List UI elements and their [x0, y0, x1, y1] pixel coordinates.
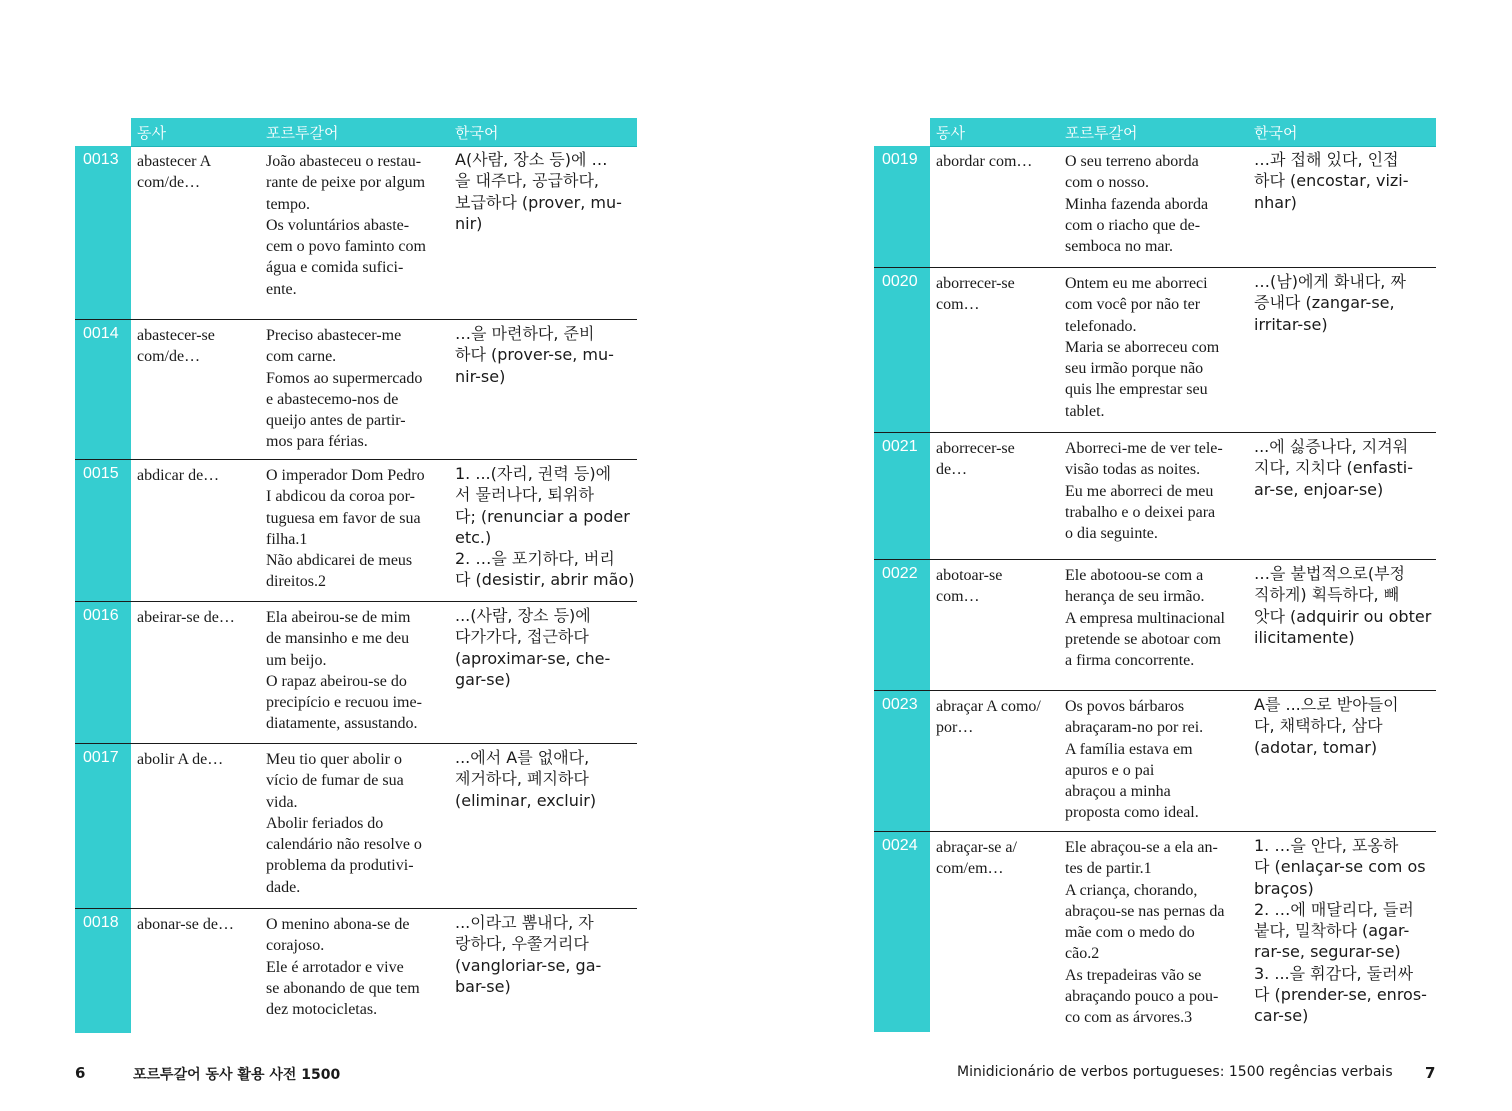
- portuguese-example-line: Ontem eu me aborreci: [1065, 275, 1208, 292]
- portuguese-example-line: corajoso.: [266, 937, 325, 955]
- portuguese-example-line: telefonado.: [1065, 317, 1137, 335]
- portuguese-example: [1065, 565, 1247, 671]
- verb-text-line: abotoar-se: [936, 567, 1003, 584]
- portuguese-example-line: com o riacho que de-: [1065, 216, 1201, 234]
- header-korean: 한국어: [1254, 124, 1298, 142]
- korean-meaning-line: (adotar, tomar): [1254, 737, 1378, 757]
- korean-meaning-line: ar-se, enjoar-se): [1254, 479, 1384, 499]
- entry-number: 0020: [882, 273, 918, 290]
- portuguese-example-line: pretende se abotoar com: [1065, 630, 1221, 648]
- entry-number: 0015: [83, 465, 119, 482]
- korean-meaning: [455, 463, 637, 591]
- portuguese-example-line: cão.2: [1065, 945, 1100, 963]
- korean-meaning-line: 앗다 (adquirir ou obter: [1254, 606, 1432, 626]
- portuguese-example: [266, 465, 448, 593]
- verb-text-line: com…: [936, 296, 980, 314]
- entry-number-cell: [75, 320, 131, 459]
- korean-meaning: [1254, 835, 1436, 1027]
- korean-meaning-line: ...(사람, 장소 등)에: [455, 606, 591, 625]
- verb-text: [137, 325, 259, 368]
- verb-text-line: aborrecer-se: [936, 275, 1015, 292]
- portuguese-example-line: água e comida sufici-: [266, 259, 404, 277]
- korean-meaning-line: ...에서 A를 없애다,: [455, 748, 590, 767]
- korean-meaning: [455, 912, 637, 997]
- korean-meaning: [455, 323, 637, 387]
- korean-meaning-line: 보급하다 (prover, mu-: [455, 192, 622, 212]
- entry-number: 0016: [83, 607, 119, 624]
- portuguese-example-line: abraçaram-no por rei.: [1065, 719, 1204, 737]
- portuguese-example-line: co com as árvores.3: [1065, 1009, 1193, 1027]
- verb-text-line: abraçar A como/: [936, 698, 1041, 715]
- portuguese-example-line: direitos.2: [266, 573, 326, 591]
- korean-meaning-line: …을 마련하다, 준비: [455, 324, 595, 343]
- korean-meaning-line: …을 불법적으로(부정: [1254, 564, 1405, 583]
- verb-text-line: por…: [936, 719, 974, 737]
- korean-meaning-line: etc.): [455, 527, 492, 547]
- korean-meaning-line: 다가가다, 접근하다: [455, 627, 589, 647]
- korean-meaning-line: 2. …에 매달리다, 들러: [1254, 899, 1414, 919]
- portuguese-example-line: com o nosso.: [1065, 174, 1149, 192]
- verb-text: [936, 837, 1058, 880]
- korean-meaning-line: nir): [455, 213, 483, 233]
- portuguese-example-line: mos para férias.: [266, 433, 368, 451]
- portuguese-example-line: quis lhe emprestar seu: [1065, 381, 1208, 399]
- verb-text: [936, 273, 1058, 316]
- entry-number: 0023: [882, 696, 918, 713]
- entry-number-cell: [75, 909, 131, 1033]
- portuguese-example-line: tuguesa em favor de sua: [266, 509, 421, 527]
- korean-meaning-line: …(남)에게 화내다, 짜: [1254, 272, 1406, 291]
- korean-meaning-line: 1. …을 안다, 포옹하: [1254, 836, 1399, 855]
- korean-meaning-line: car-se): [1254, 1006, 1309, 1026]
- korean-meaning-line: 지다, 지치다 (enfasti-: [1254, 458, 1414, 478]
- korean-meaning-line: 서 물러나다, 퇴위하: [455, 485, 594, 505]
- portuguese-example-line: As trepadeiras vão se: [1065, 966, 1202, 984]
- verb-text-line: abolir A de…: [137, 751, 224, 768]
- entry-number-cell: [75, 146, 131, 319]
- verb-text-line: aborrecer-se: [936, 440, 1015, 457]
- korean-meaning-line: gar-se): [455, 669, 511, 689]
- korean-meaning-line: 다 (enlaçar-se com os: [1254, 857, 1426, 877]
- korean-meaning-line: ilicitamente): [1254, 627, 1355, 647]
- korean-meaning-line: 하다 (prover-se, mu-: [455, 345, 614, 365]
- verb-text-line: abonar-se de…: [137, 916, 234, 933]
- verb-text-line: com…: [936, 588, 980, 606]
- footer-title-left: 포르투갈어 동사 활용 사전 1500: [133, 1067, 341, 1083]
- korean-meaning-line: A를 ...으로 받아들이: [1254, 695, 1399, 714]
- verb-text-line: abraçar-se a/: [936, 839, 1017, 856]
- portuguese-example-line: A criança, chorando,: [1065, 881, 1198, 899]
- korean-meaning-line: braços): [1254, 878, 1314, 898]
- korean-meaning-line: 다 (prender-se, enros-: [1254, 985, 1427, 1005]
- entry-number-cell: [874, 560, 930, 690]
- portuguese-example-line: Preciso abastecer-me: [266, 327, 402, 344]
- entry-row: [75, 743, 637, 908]
- portuguese-example: [1065, 151, 1247, 257]
- entry-number: 0021: [882, 438, 918, 455]
- table-header: [75, 118, 637, 146]
- korean-meaning-line: 증내다 (zangar-se,: [1254, 293, 1395, 313]
- portuguese-example-line: visão todas as noites.: [1065, 461, 1201, 479]
- verb-text-line: abdicar de…: [137, 467, 220, 484]
- portuguese-example-line: Abolir feriados do: [266, 814, 384, 832]
- portuguese-example-line: O menino abona-se de: [266, 916, 410, 933]
- entry-number: 0024: [882, 837, 918, 854]
- header-verb: 동사: [137, 124, 166, 142]
- portuguese-example-line: de mansinho e me deu: [266, 630, 410, 648]
- korean-meaning-line: 3. ...을 휘감다, 둘러싸: [1254, 963, 1414, 983]
- entry-number-cell: [874, 832, 930, 1032]
- korean-meaning-line: nhar): [1254, 192, 1297, 212]
- verb-text: [137, 465, 259, 486]
- portuguese-example-line: Fomos ao supermercado: [266, 369, 423, 387]
- portuguese-example: [1065, 837, 1247, 1029]
- portuguese-example-line: semboca no mar.: [1065, 238, 1173, 256]
- page-number-left: 6: [75, 1064, 86, 1082]
- portuguese-example-line: Maria se aborreceu com: [1065, 338, 1220, 356]
- portuguese-example-line: abraçando pouco a pou-: [1065, 988, 1219, 1006]
- portuguese-example-line: tes de partir.1: [1065, 860, 1152, 878]
- portuguese-example: [266, 325, 448, 453]
- korean-meaning-line: 붙다, 밀착하다 (agar-: [1254, 921, 1410, 941]
- entry-row: [874, 559, 1436, 690]
- portuguese-example-line: cem o povo faminto com: [266, 238, 426, 256]
- portuguese-example-line: com você por não ter: [1065, 296, 1201, 314]
- verb-text: [137, 749, 259, 770]
- portuguese-example-line: filha.1: [266, 530, 308, 548]
- verb-text: [936, 696, 1058, 739]
- portuguese-example-line: Ela abeirou-se de mim: [266, 609, 411, 626]
- entry-row: [874, 831, 1436, 1032]
- korean-meaning-line: (aproximar-se, che-: [455, 648, 611, 668]
- portuguese-example-line: Os povos bárbaros: [1065, 698, 1185, 715]
- entry-number-cell: [75, 460, 131, 601]
- korean-meaning: [1254, 271, 1436, 335]
- entry-row: [874, 146, 1436, 267]
- left-page: [75, 118, 637, 1033]
- portuguese-example-line: seu irmão porque não: [1065, 360, 1204, 378]
- korean-meaning-line: A(사람, 장소 등)에 …: [455, 150, 608, 169]
- korean-meaning: [1254, 563, 1436, 648]
- header-verb: 동사: [936, 124, 965, 142]
- portuguese-example-line: se abonando de que tem: [266, 979, 420, 997]
- portuguese-example-line: abraçou a minha: [1065, 783, 1171, 801]
- entry-row: [75, 908, 637, 1033]
- korean-meaning-line: 다, 채택하다, 삼다: [1254, 716, 1383, 736]
- portuguese-example-line: Minha fazenda aborda: [1065, 195, 1209, 213]
- entry-number: 0022: [882, 565, 918, 582]
- portuguese-example-line: ente.: [266, 280, 297, 298]
- portuguese-example: [266, 914, 448, 1020]
- entry-number: 0013: [83, 151, 119, 168]
- verb-text: [936, 151, 1058, 172]
- portuguese-example-line: problema da produtivi-: [266, 857, 414, 875]
- entry-number-cell: [874, 691, 930, 831]
- entry-number-cell: [874, 268, 930, 432]
- footer-title-right: Minidicionário de verbos portugueses: 1500 regências verbais: [957, 1064, 1393, 1080]
- portuguese-example-line: dade.: [266, 878, 301, 896]
- header-korean: 한국어: [455, 124, 499, 142]
- portuguese-example-line: com carne.: [266, 348, 337, 366]
- korean-meaning-line: bar-se): [455, 976, 511, 996]
- verb-text: [936, 438, 1058, 481]
- entry-list: [874, 146, 1436, 1032]
- verb-text: [137, 914, 259, 935]
- korean-meaning-line: 직하게) 획득하다, 빼: [1254, 585, 1400, 605]
- entry-number: 0018: [83, 914, 119, 931]
- portuguese-example-line: Os voluntários abaste-: [266, 216, 410, 234]
- korean-meaning-line: 랑하다, 우쭐거리다: [455, 934, 589, 954]
- portuguese-example-line: a firma concorrente.: [1065, 652, 1195, 670]
- verb-text-line: com/em…: [936, 860, 1004, 878]
- entry-number: 0017: [83, 749, 119, 766]
- portuguese-example: [266, 151, 448, 300]
- portuguese-example-line: o dia seguinte.: [1065, 525, 1158, 543]
- entry-row: [75, 319, 637, 459]
- portuguese-example-line: Não abdicarei de meus: [266, 552, 413, 570]
- verb-text: [137, 607, 259, 628]
- portuguese-example-line: queijo antes de partir-: [266, 412, 406, 430]
- portuguese-example: [1065, 696, 1247, 824]
- korean-meaning-line: 2. …을 포기하다, 버리: [455, 549, 615, 569]
- verb-text: [137, 151, 259, 194]
- entry-number-cell: [874, 433, 930, 559]
- korean-meaning: [455, 747, 637, 811]
- portuguese-example-line: calendário não resolve o: [266, 836, 422, 854]
- korean-meaning-line: irritar-se): [1254, 314, 1328, 334]
- entry-row: [75, 459, 637, 601]
- portuguese-example-line: rante de peixe por algum: [266, 174, 426, 192]
- portuguese-example: [1065, 273, 1247, 422]
- korean-meaning-line: 하다 (encostar, vizi-: [1254, 171, 1409, 191]
- portuguese-example-line: A família estava em: [1065, 740, 1193, 758]
- verb-text-line: abastecer-se: [137, 327, 215, 344]
- verb-text-line: abastecer A: [137, 153, 212, 170]
- korean-meaning-line: 제거하다, 폐지하다: [455, 769, 589, 789]
- portuguese-example: [266, 749, 448, 898]
- portuguese-example-line: Ele abraçou-se a ela an-: [1065, 839, 1218, 856]
- portuguese-example-line: vício de fumar de sua: [266, 772, 404, 790]
- korean-meaning-line: rar-se, segurar-se): [1254, 942, 1401, 962]
- korean-meaning: [455, 605, 637, 690]
- entry-row: [874, 267, 1436, 432]
- portuguese-example-line: Eu me aborreci de meu: [1065, 482, 1214, 500]
- entry-row: [75, 601, 637, 743]
- portuguese-example-line: Aborreci-me de ver tele-: [1065, 440, 1223, 457]
- portuguese-example-line: Meu tio quer abolir o: [266, 751, 402, 768]
- header-portuguese: 포르투갈어: [266, 124, 339, 142]
- right-page: [874, 118, 1436, 1032]
- header-bar: [930, 118, 1436, 147]
- entry-number-cell: [75, 744, 131, 908]
- portuguese-example-line: e abastecemo-nos de: [266, 390, 399, 408]
- korean-meaning-line: ...이라고 뽐내다, 자: [455, 913, 594, 932]
- verb-text: [936, 565, 1058, 608]
- header-portuguese: 포르투갈어: [1065, 124, 1138, 142]
- korean-meaning: [455, 149, 637, 234]
- page-number-right: 7: [1425, 1064, 1436, 1082]
- verb-text-line: com/de…: [137, 348, 201, 366]
- portuguese-example-line: um beijo.: [266, 651, 327, 669]
- entry-number-cell: [874, 146, 930, 267]
- portuguese-example-line: mãe com o medo do: [1065, 924, 1195, 942]
- portuguese-example-line: herança de seu irmão.: [1065, 588, 1205, 606]
- portuguese-example-line: dez motocicletas.: [266, 1001, 378, 1019]
- portuguese-example-line: tablet.: [1065, 402, 1105, 420]
- korean-meaning-line: (eliminar, excluir): [455, 790, 597, 810]
- entry-row: [874, 432, 1436, 559]
- entry-row: [874, 690, 1436, 831]
- portuguese-example-line: precipício e recuou ime-: [266, 694, 422, 712]
- entry-number: 0014: [83, 325, 119, 342]
- verb-text-line: com/de…: [137, 174, 201, 192]
- portuguese-example: [1065, 438, 1247, 544]
- verb-text-line: de…: [936, 461, 968, 479]
- korean-meaning-line: …과 접해 있다, 인접: [1254, 150, 1399, 169]
- header-bar: [131, 118, 637, 147]
- portuguese-example-line: Ele é arrotador e vive: [266, 958, 404, 976]
- portuguese-example-line: diatamente, assustando.: [266, 715, 418, 733]
- portuguese-example-line: abraçou-se nas pernas da: [1065, 902, 1225, 920]
- portuguese-example: [266, 607, 448, 735]
- verb-text-line: abeirar-se de…: [137, 609, 235, 626]
- korean-meaning: [1254, 436, 1436, 500]
- portuguese-example-line: apuros e o pai: [1065, 761, 1155, 779]
- table-header: [874, 118, 1436, 146]
- portuguese-example-line: I abdicou da coroa por-: [266, 488, 415, 506]
- portuguese-example-line: Ele abotoou-se com a: [1065, 567, 1204, 584]
- entry-number: 0019: [882, 151, 918, 168]
- portuguese-example-line: O rapaz abeirou-se do: [266, 672, 407, 690]
- entry-row: [75, 146, 637, 319]
- korean-meaning-line: nir-se): [455, 366, 506, 386]
- entry-number-cell: [75, 602, 131, 743]
- portuguese-example-line: trabalho e o deixei para: [1065, 503, 1216, 521]
- korean-meaning: [1254, 694, 1436, 758]
- portuguese-example-line: tempo.: [266, 195, 310, 213]
- korean-meaning-line: ...에 싫증나다, 지겨워: [1254, 437, 1409, 456]
- verb-text-line: abordar com…: [936, 153, 1033, 170]
- portuguese-example-line: O seu terreno aborda: [1065, 153, 1199, 170]
- korean-meaning-line: 다 (desistir, abrir mão): [455, 570, 635, 590]
- portuguese-example-line: vida.: [266, 793, 298, 811]
- entry-list: [75, 146, 637, 1033]
- portuguese-example-line: João abasteceu o restau-: [266, 153, 422, 170]
- korean-meaning-line: 을 대주다, 공급하다,: [455, 171, 599, 191]
- portuguese-example-line: O imperador Dom Pedro: [266, 467, 425, 484]
- korean-meaning-line: 다; (renunciar a poder: [455, 506, 630, 526]
- korean-meaning-line: (vangloriar-se, ga-: [455, 955, 602, 975]
- korean-meaning: [1254, 149, 1436, 213]
- korean-meaning-line: 1. ...(자리, 권력 등)에: [455, 464, 612, 483]
- portuguese-example-line: proposta como ideal.: [1065, 804, 1199, 822]
- portuguese-example-line: A empresa multinacional: [1065, 609, 1225, 627]
